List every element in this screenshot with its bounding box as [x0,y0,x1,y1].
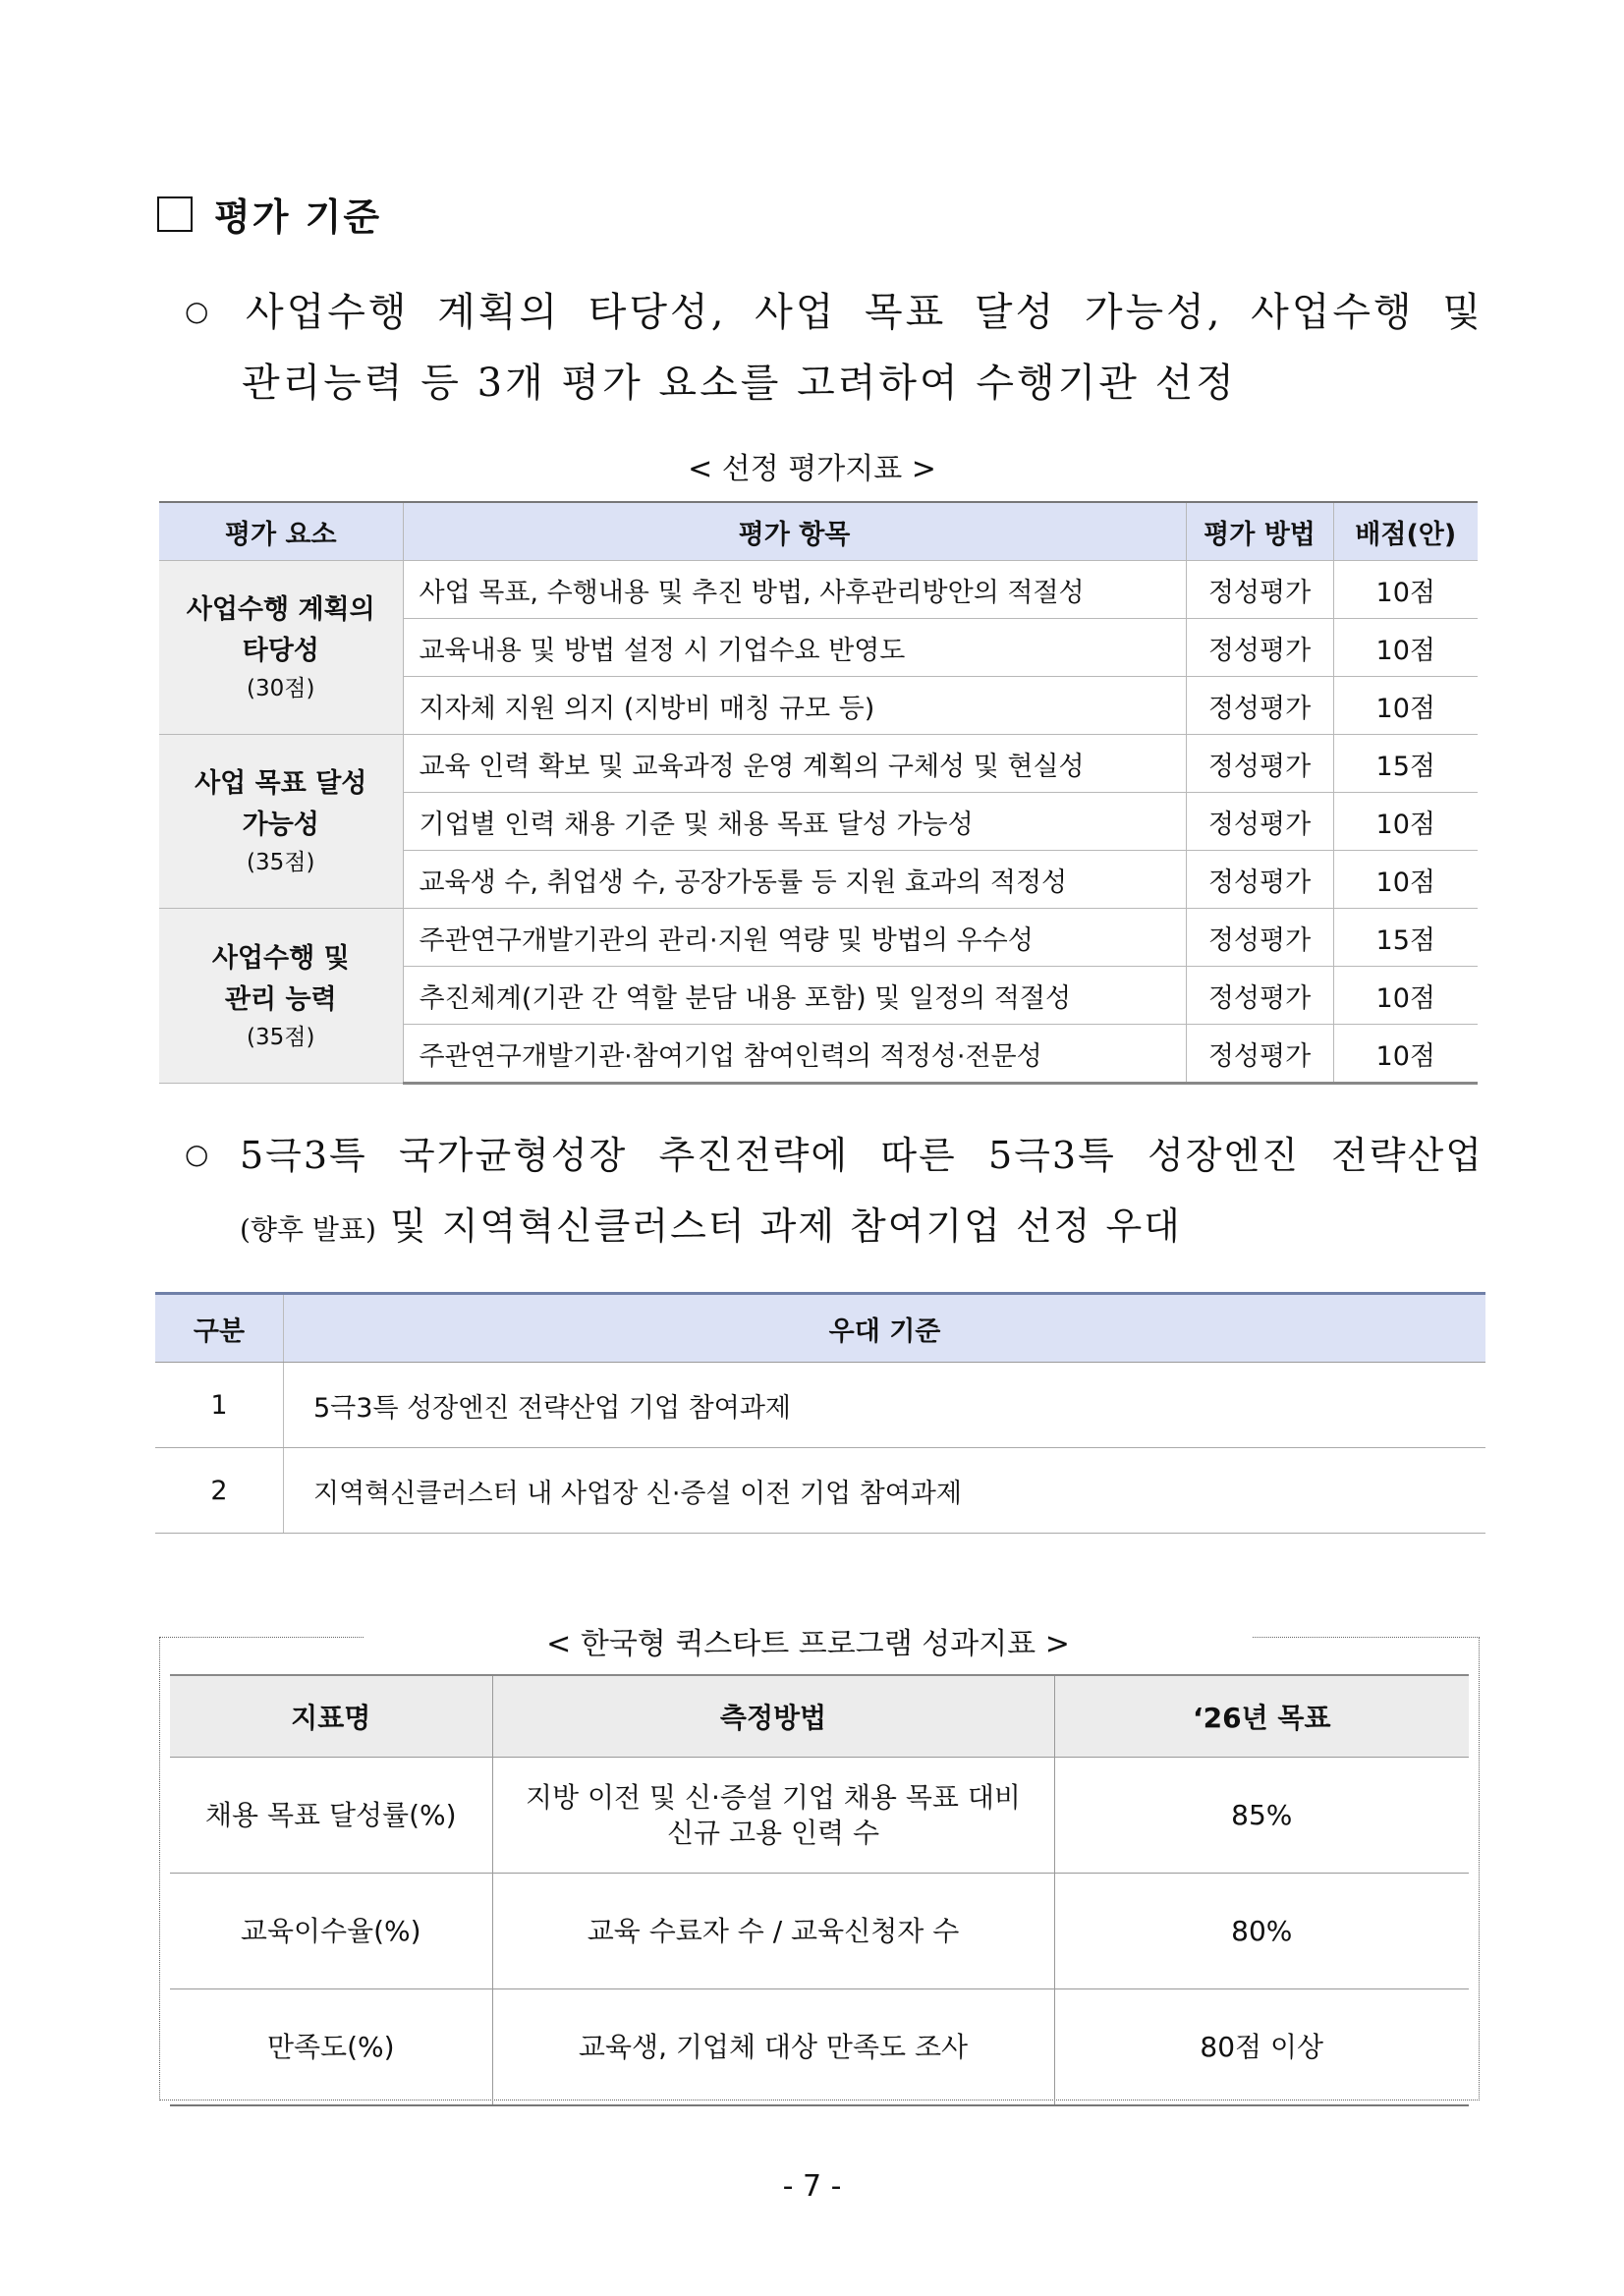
kpi-header-target: ‘26년 목표 [1054,1675,1469,1758]
eval-method: 정성평가 [1186,967,1333,1025]
eval-score: 10점 [1333,561,1478,619]
second-line-2-note: (향후 발표) [240,1213,376,1246]
eval-category-name: 사업 목표 달성 [195,768,367,799]
kpi-method: 교육생, 기업체 대상 만족도 조사 [492,1989,1054,2106]
eval-method: 정성평가 [1186,619,1333,677]
eval-header-element: 평가 요소 [159,502,403,561]
section-heading [157,187,381,241]
eval-method: 정성평가 [1186,793,1333,851]
intro-line-1: 사업수행 계획의 타당성, 사업 목표 달성 가능성, 사업수행 및 [246,290,1484,335]
eval-header-method: 평가 방법 [1186,502,1333,561]
kpi-method: 교육 수료자 수 / 교육신청자 수 [492,1874,1054,1989]
eval-category-cell [159,909,403,1084]
eval-category-name: 사업수행 계획의 [186,594,375,625]
eval-score: 10점 [1333,1025,1478,1084]
kpi-target: 85% [1054,1758,1469,1874]
eval-category-points: (30점) [247,676,315,701]
eval-category-points: (35점) [247,850,315,875]
intro-line-2: 관리능력 등 3개 평가 요소를 고려하여 수행기관 선정 [242,361,1237,406]
eval-table-header-row [159,502,1478,561]
eval-item: 교육 인력 확보 및 교육과정 운영 계획의 구체성 및 현실성 [403,735,1186,793]
kpi-header-row [170,1675,1469,1758]
table-row [170,1989,1469,2106]
eval-item: 교육내용 및 방법 설정 시 기업수요 반영도 [403,619,1186,677]
bullet-circle-icon: ○ [185,295,209,327]
eval-item: 교육생 수, 취업생 수, 공장가동률 등 지원 효과의 적정성 [403,851,1186,909]
kpi-method-line: 지방 이전 및 신·증설 기업 채용 목표 대비 [526,1780,1021,1814]
eval-method: 정성평가 [1186,561,1333,619]
table-row [155,1448,1485,1534]
table-row [159,909,1478,967]
kpi-method [492,1758,1054,1874]
eval-header-score: 배점(안) [1333,502,1478,561]
eval-score: 10점 [1333,851,1478,909]
eval-header-item: 평가 항목 [403,502,1186,561]
kpi-target: 80점 이상 [1054,1989,1469,2106]
kpi-table-caption: < 한국형 퀵스타트 프로그램 성과지표 > [546,1627,1070,1661]
eval-score: 10점 [1333,619,1478,677]
kpi-name: 채용 목표 달성률(%) [170,1758,492,1874]
table-row [159,735,1478,793]
eval-table [159,501,1478,1085]
table-row [159,561,1478,619]
eval-method: 정성평가 [1186,1025,1333,1084]
eval-category-points: (35점) [247,1024,315,1050]
preference-table [155,1292,1485,1534]
eval-score: 15점 [1333,735,1478,793]
eval-score: 10점 [1333,967,1478,1025]
section-heading-text: 평가 기준 [214,196,382,239]
table-row [155,1363,1485,1448]
second-line-1: 5극3특 국가균형성장 추진전략에 따른 5극3특 성장엔진 전략산업 [240,1134,1484,1177]
eval-score: 10점 [1333,793,1478,851]
kpi-name: 교육이수율(%) [170,1874,492,1989]
eval-category-cell [159,735,403,909]
checkbox-square-icon [157,196,193,232]
eval-category-name: 사업수행 및 [211,942,350,974]
kpi-table [170,1674,1469,2106]
page-number: - 7 - [782,2169,842,2204]
eval-category-name: 관리 능력 [224,983,337,1015]
pref-header-no: 구분 [155,1294,284,1363]
table-row [170,1874,1469,1989]
eval-category-name: 타당성 [242,636,319,666]
pref-text: 지역혁신클러스터 내 사업장 신·증설 이전 기업 참여과제 [284,1448,1486,1534]
second-line-2 [240,1191,1182,1265]
second-line-2-text: 및 지역혁신클러스터 과제 참여기업 선정 우대 [375,1204,1182,1248]
pref-header-criteria: 우대 기준 [284,1294,1486,1363]
kpi-header-name: 지표명 [170,1675,492,1758]
kpi-header-method: 측정방법 [492,1675,1054,1758]
eval-item: 주관연구개발기관의 관리·지원 역량 및 방법의 우수성 [403,909,1186,967]
pref-no: 1 [155,1363,284,1448]
eval-method: 정성평가 [1186,677,1333,735]
preference-header-row [155,1294,1485,1363]
kpi-name: 만족도(%) [170,1989,492,2106]
eval-item: 지자체 지원 의지 (지방비 매칭 규모 등) [403,677,1186,735]
table-row [170,1758,1469,1874]
eval-category-cell [159,561,403,735]
eval-item: 사업 목표, 수행내용 및 추진 방법, 사후관리방안의 적절성 [403,561,1186,619]
eval-score: 15점 [1333,909,1478,967]
eval-method: 정성평가 [1186,851,1333,909]
pref-no: 2 [155,1448,284,1534]
eval-score: 10점 [1333,677,1478,735]
kpi-method-line: 신규 고용 인력 수 [666,1816,880,1849]
eval-category-name: 가능성 [242,810,319,840]
eval-item: 기업별 인력 채용 기준 및 채용 목표 달성 가능성 [403,793,1186,851]
bullet-circle-icon: ○ [185,1138,209,1170]
kpi-target: 80% [1054,1874,1469,1989]
pref-text: 5극3특 성장엔진 전략산업 기업 참여과제 [284,1363,1486,1448]
eval-item: 주관연구개발기관·참여기업 참여인력의 적정성·전문성 [403,1025,1186,1084]
eval-method: 정성평가 [1186,909,1333,967]
eval-item: 추진체계(기관 간 역할 분담 내용 포함) 및 일정의 적절성 [403,967,1186,1025]
eval-table-caption: < 선정 평가지표 > [688,452,936,486]
eval-method: 정성평가 [1186,735,1333,793]
